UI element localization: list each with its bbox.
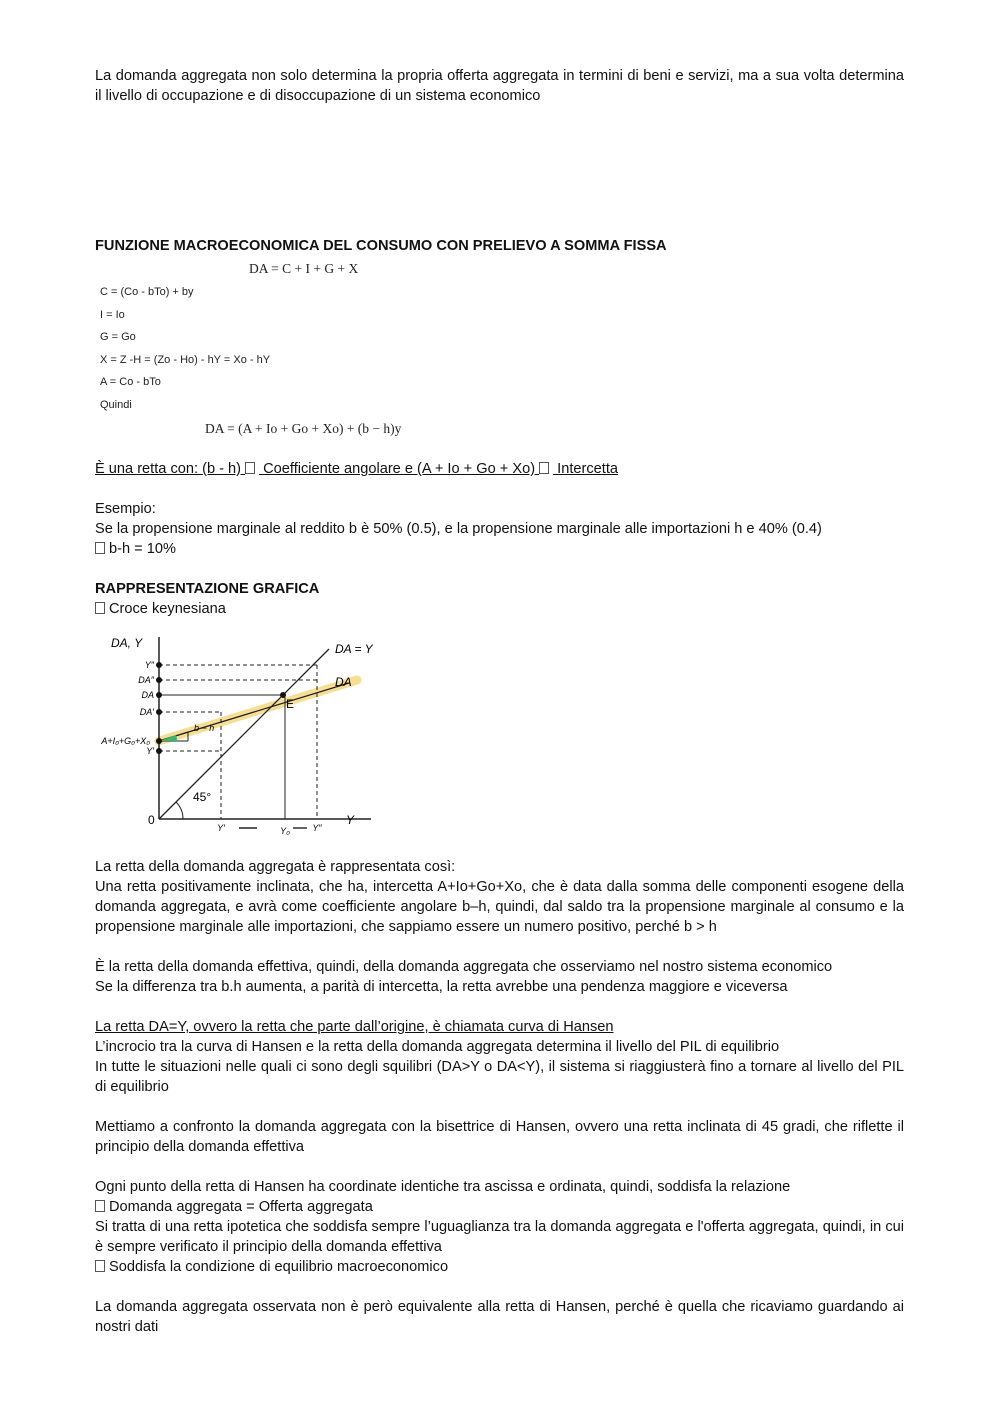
section-title-grafica: RAPPRESENTAZIONE GRAFICA	[95, 581, 320, 597]
svg-text:Y″: Y″	[312, 823, 322, 833]
da-line-label: DA	[335, 675, 352, 689]
formula-line-quindi: Quindi	[100, 399, 132, 411]
formula-line-c: C = (Co - bTo) + by	[100, 286, 194, 298]
paragraph-5a: Ogni punto della retta di Hansen ha coordinate identiche tra ascissa e ordinata, quindi, soddisfa la relazione	[95, 1179, 791, 1195]
formula-line-x: X = Z -H = (Zo - Ho) - hY = Xo - hY	[100, 354, 271, 366]
paragraph-5b: Domanda aggregata = Offerta aggregata	[95, 1197, 904, 1217]
angle-arc	[176, 802, 183, 819]
arrow-icon	[95, 1200, 105, 1212]
paragraph-6: La domanda aggregata osservata non è però equivalente alla retta di Hansen, perché è quella che ricaviamo guardando ai nostri dati	[95, 1299, 904, 1335]
arrow-icon	[539, 462, 549, 474]
svg-text:A+I₀+G₀+X₀: A+I₀+G₀+X₀	[101, 736, 150, 746]
paragraph-5c: Si tratta di una retta ipotetica che soddisfa sempre l’uguaglianza tra la domanda aggregata e l'offerta aggregata, quindi, in cui è sempre verificato il principio della domanda effettiva	[95, 1219, 904, 1255]
svg-text:Y₀: Y₀	[280, 826, 290, 836]
x-tick-labels	[217, 823, 322, 836]
svg-text:DA: DA	[141, 690, 154, 700]
hansen-line-label: DA = Y	[335, 642, 373, 656]
svg-text:Y″: Y″	[144, 660, 154, 670]
paragraph-3-title: La retta DA=Y, ovvero la retta che parte dall’origine, è chiamata curva di Hansen	[95, 1019, 614, 1035]
keynesian-cross-figure	[93, 629, 904, 857]
example-result: b-h = 10%	[95, 539, 904, 559]
paragraph-2b: Se la differenza tra b.h aumenta, a parità di intercetta, la retta avrebbe una pendenza maggiore e viceversa	[95, 979, 788, 995]
origin-label: 0	[148, 813, 155, 827]
svg-text:Y′: Y′	[217, 823, 225, 833]
paragraph-3a: L’incrocio tra la curva di Hansen e la retta della domanda aggregata determina il livello del PIL di equilibrio	[95, 1039, 780, 1055]
formula-line-g: G = Go	[100, 331, 136, 343]
example-label: Esempio:	[95, 501, 156, 517]
paragraph-1b: Una retta positivamente inclinata, che ha, intercetta A+Io+Go+Xo, che è data dalla somma delle componenti esogene della domanda aggregata, e avrà come coefficiente angolare b–h, quindi, dal saldo tra la propensione marginale al consumo e la propensione marginale alle importazioni, che sappiamo essere un numero positivo, perché b > h	[95, 879, 904, 935]
paragraph-3b: In tutte le situazioni nelle quali ci sono degli squilibri (DA>Y o DA<Y), il sistema si riaggiusterà fino a tornare al livello del PIL di equilibrio	[95, 1059, 904, 1095]
arrow-icon	[95, 602, 105, 614]
line-description: È una retta con: (b - h) Coefficiente angolare e (A + Io + Go + Xo) Intercetta	[95, 461, 619, 477]
formula-line-a: A = Co - bTo	[100, 376, 161, 388]
x-axis-label: Y	[346, 813, 355, 827]
example-text: Se la propensione marginale al reddito b è 50% (0.5), e la propensione marginale alle importazioni h e 40% (0.4)	[95, 521, 822, 537]
arrow-icon	[95, 542, 105, 554]
arrow-icon	[245, 462, 255, 474]
section-title-consumo: FUNZIONE MACROECONOMICA DEL CONSUMO CON PRELIEVO A SOMMA FISSA	[95, 238, 667, 254]
arrow-icon	[95, 1260, 105, 1272]
section-subtitle: Croce keynesiana	[95, 599, 904, 619]
paragraph-1a: La retta della domanda aggregata è rappresentata così:	[95, 859, 456, 875]
document-page	[95, 66, 904, 1337]
equation-da: DA = C + I + G + X	[249, 261, 359, 276]
intro-paragraph: La domanda aggregata non solo determina la propria offerta aggregata in termini di beni e servizi, ma a sua volta determina il livello di occupazione e di disoccupazione di un sistema economico	[95, 68, 904, 104]
equation-da-final: DA = (A + Io + Go + Xo) + (b − h)y	[205, 421, 402, 436]
svg-text:DA″: DA″	[138, 675, 154, 685]
svg-text:Y′: Y′	[146, 746, 154, 756]
formula-block	[95, 261, 904, 459]
paragraph-2a: È la retta della domanda effettiva, quindi, della domanda aggregata che osserviamo nel nostro sistema economico	[95, 959, 833, 975]
paragraph-4: Mettiamo a confronto la domanda aggregata con la bisettrice di Hansen, ovvero una retta inclinata di 45 gradi, che riflette il principio della domanda effettiva	[95, 1119, 904, 1155]
y-axis-label: DA, Y	[111, 636, 143, 650]
y-tick-labels	[100, 660, 154, 756]
angle-label: 45°	[193, 790, 212, 804]
slope-label: b − h	[194, 723, 215, 733]
keynesian-cross-svg	[93, 629, 393, 851]
point-e-label: E	[286, 697, 295, 711]
svg-text:DA′: DA′	[139, 707, 154, 717]
formula-line-i: I = Io	[100, 309, 125, 321]
paragraph-5d: Soddisfa la condizione di equilibrio macroeconomico	[95, 1257, 904, 1277]
